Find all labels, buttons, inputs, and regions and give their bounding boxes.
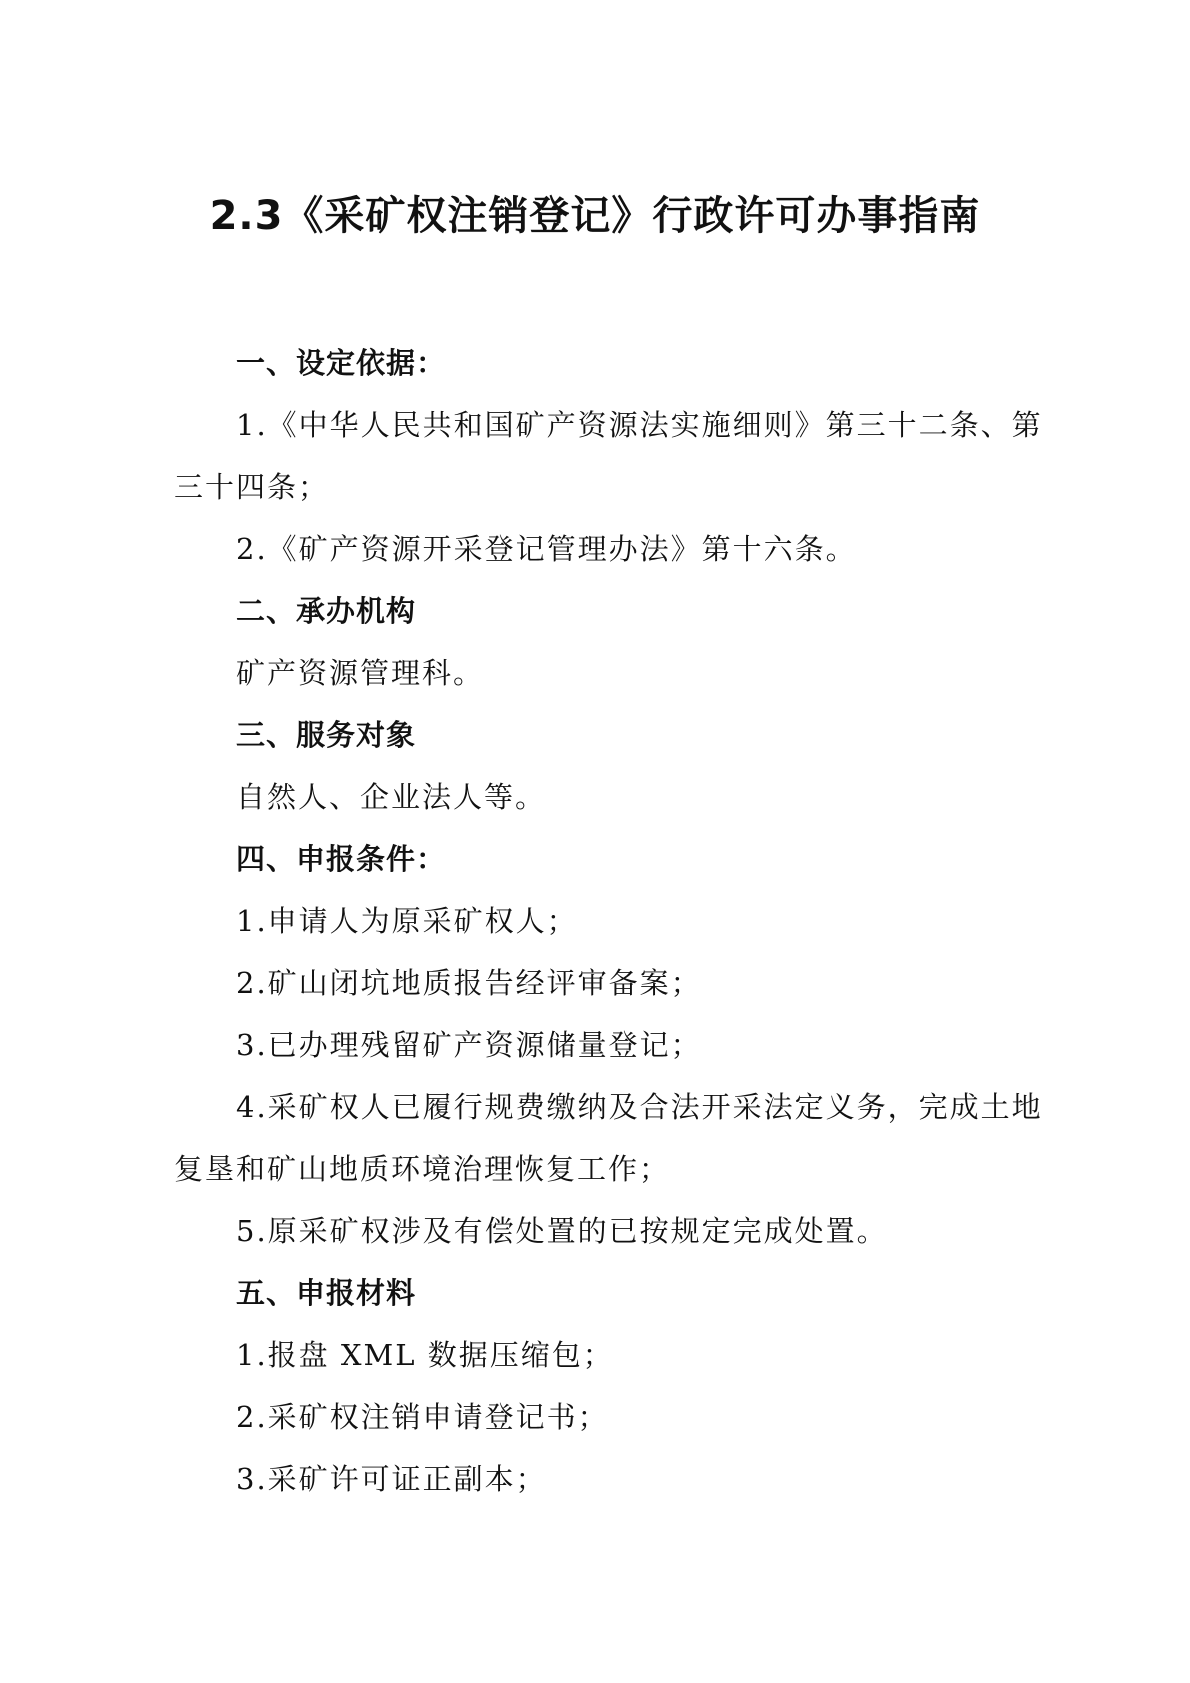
paragraph: 2.《矿产资源开采登记管理办法》第十六条。 [236, 532, 857, 566]
section-heading: 四、申报条件： [236, 842, 447, 876]
paragraph: 3.已办理残留矿产资源储量登记； [236, 1028, 702, 1062]
paragraph: 1.报盘 XML 数据压缩包； [236, 1338, 614, 1372]
section-conditions [174, 828, 1054, 1262]
section-agency [174, 580, 1054, 704]
paragraph: 3.采矿许可证正副本； [236, 1462, 547, 1496]
section-heading: 一、设定依据： [236, 346, 447, 380]
paragraph: 5.原采矿权涉及有偿处置的已按规定完成处置。 [236, 1214, 888, 1248]
paragraph: 矿产资源管理科。 [236, 656, 485, 690]
section-heading: 五、申报材料 [236, 1276, 417, 1310]
document-body [174, 332, 1054, 1510]
document-title: 2.3《采矿权注销登记》行政许可办事指南 [209, 193, 981, 239]
section-heading: 三、服务对象 [236, 718, 417, 752]
paragraph: 1.申请人为原采矿权人； [236, 904, 578, 938]
paragraph: 4.采矿权人已履行规费缴纳及合法开采法定义务，完成土地复垦和矿山地质环境治理恢复工作； [174, 1090, 1043, 1186]
section-heading: 二、承办机构 [236, 594, 417, 628]
paragraph: 2.采矿权注销申请登记书； [236, 1400, 609, 1434]
paragraph: 2.矿山闭坑地质报告经评审备案； [236, 966, 702, 1000]
paragraph: 1.《中华人民共和国矿产资源法实施细则》第三十二条、第三十四条； [174, 408, 1043, 504]
paragraph: 自然人、企业法人等。 [236, 780, 547, 814]
section-materials [174, 1262, 1054, 1510]
section-service-target [174, 704, 1054, 828]
section-basis [174, 332, 1054, 580]
